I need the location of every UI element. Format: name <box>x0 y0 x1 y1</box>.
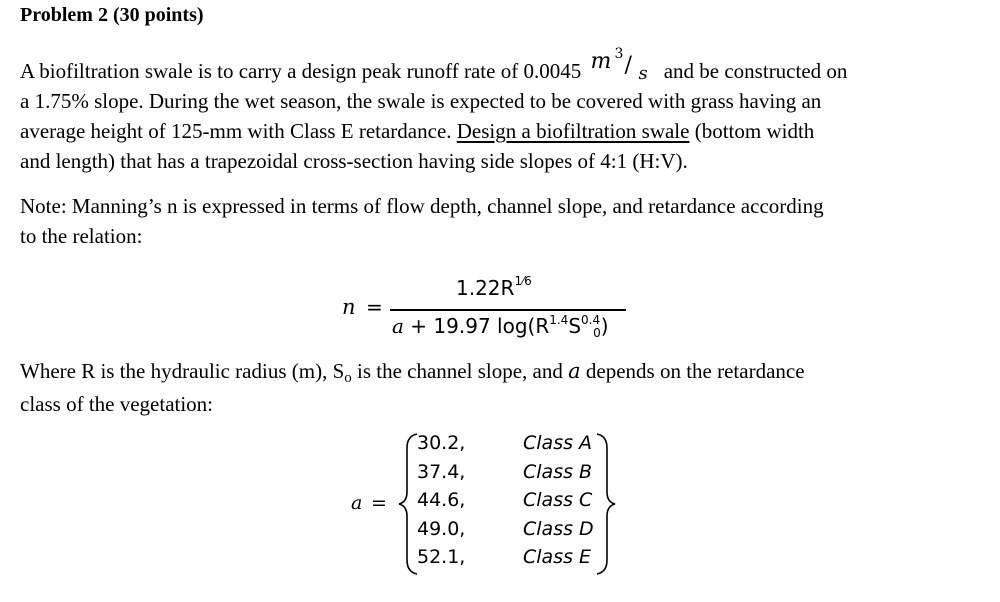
note-line-2: to the relation: <box>20 224 143 248</box>
s-exponent: 0.4 <box>581 313 601 327</box>
retardance-value: 49.0, <box>417 517 466 540</box>
equation-numerator <box>456 276 532 300</box>
statement-text: and be constructed on <box>658 59 848 83</box>
statement-line-4: and length) that has a trapezoidal cross-section having side slopes of 4:1 (H:V). <box>20 149 688 173</box>
definition-text: is the channel slope, and <box>351 359 569 383</box>
problem-heading: Problem 2 (30 points) <box>20 4 204 26</box>
statement-line-1 <box>20 46 960 86</box>
note-paragraph <box>20 191 960 251</box>
retardance-piecewise <box>345 430 645 580</box>
denominator-close: ) <box>600 314 609 338</box>
retardance-value: 44.6, <box>417 489 466 511</box>
manning-equation <box>300 272 660 348</box>
statement-text: A biofiltration swale is to carry a design peak runoff rate of 0.0045 <box>20 59 587 83</box>
fraction-bar <box>390 309 626 311</box>
underlined-task: Design a biofiltration swale <box>456 119 690 143</box>
denominator-a: a <box>392 314 404 338</box>
equation-denominator <box>392 314 609 338</box>
retardance-value: 37.4, <box>417 460 466 483</box>
retardance-class: Class C <box>523 489 593 511</box>
flow-units <box>586 46 658 84</box>
retardance-value: 30.2, <box>417 432 466 454</box>
denominator-s: S <box>568 314 582 338</box>
statement-text: (bottom width <box>689 119 815 143</box>
numerator-exponent: 1⁄6 <box>514 274 532 288</box>
definition-paragraph <box>20 356 960 419</box>
equation-lhs: n <box>342 295 356 319</box>
denominator-text: + 19.97 log(R <box>403 314 550 338</box>
right-brace <box>597 434 615 574</box>
note-line-1: Note: Manning’s n is expressed in terms of flow depth, channel slope, and retardance according <box>20 194 824 218</box>
retardance-class: Class E <box>523 546 592 568</box>
retardance-class: Class A <box>523 432 593 454</box>
units-slash: / <box>624 53 632 78</box>
definition-text: depends on the retardance <box>580 359 805 383</box>
left-brace <box>399 434 417 574</box>
piecewise-label: a <box>351 492 363 514</box>
r-exponent: 1.4 <box>549 313 569 327</box>
piecewise-braces <box>345 430 645 580</box>
symbol-a: a <box>568 359 581 383</box>
numerator-text: 1.22R <box>456 276 515 300</box>
units-m: m <box>590 49 612 74</box>
problem-statement <box>20 46 960 176</box>
retardance-class: Class B <box>523 460 593 483</box>
definition-line-1 <box>20 356 960 389</box>
retardance-value: 52.1, <box>417 546 466 568</box>
definition-line-2: class of the vegetation: <box>20 392 214 416</box>
equation-equals: = <box>366 295 383 319</box>
statement-line-3 <box>20 116 960 146</box>
statement-text: average height of 125-mm with Class E retardance. <box>20 119 457 143</box>
units-exponent: 3 <box>614 46 624 62</box>
slope-subscript: o <box>344 370 352 386</box>
units-s: s <box>638 63 648 84</box>
piecewise-equals: = <box>371 492 387 514</box>
definition-text: Where R is the hydraulic radius (m), S <box>20 359 345 383</box>
s-subscript: 0 <box>593 326 601 340</box>
retardance-class: Class D <box>523 517 594 540</box>
statement-line-2: a 1.75% slope. During the wet season, the swale is expected to be covered with grass having an <box>20 89 822 113</box>
